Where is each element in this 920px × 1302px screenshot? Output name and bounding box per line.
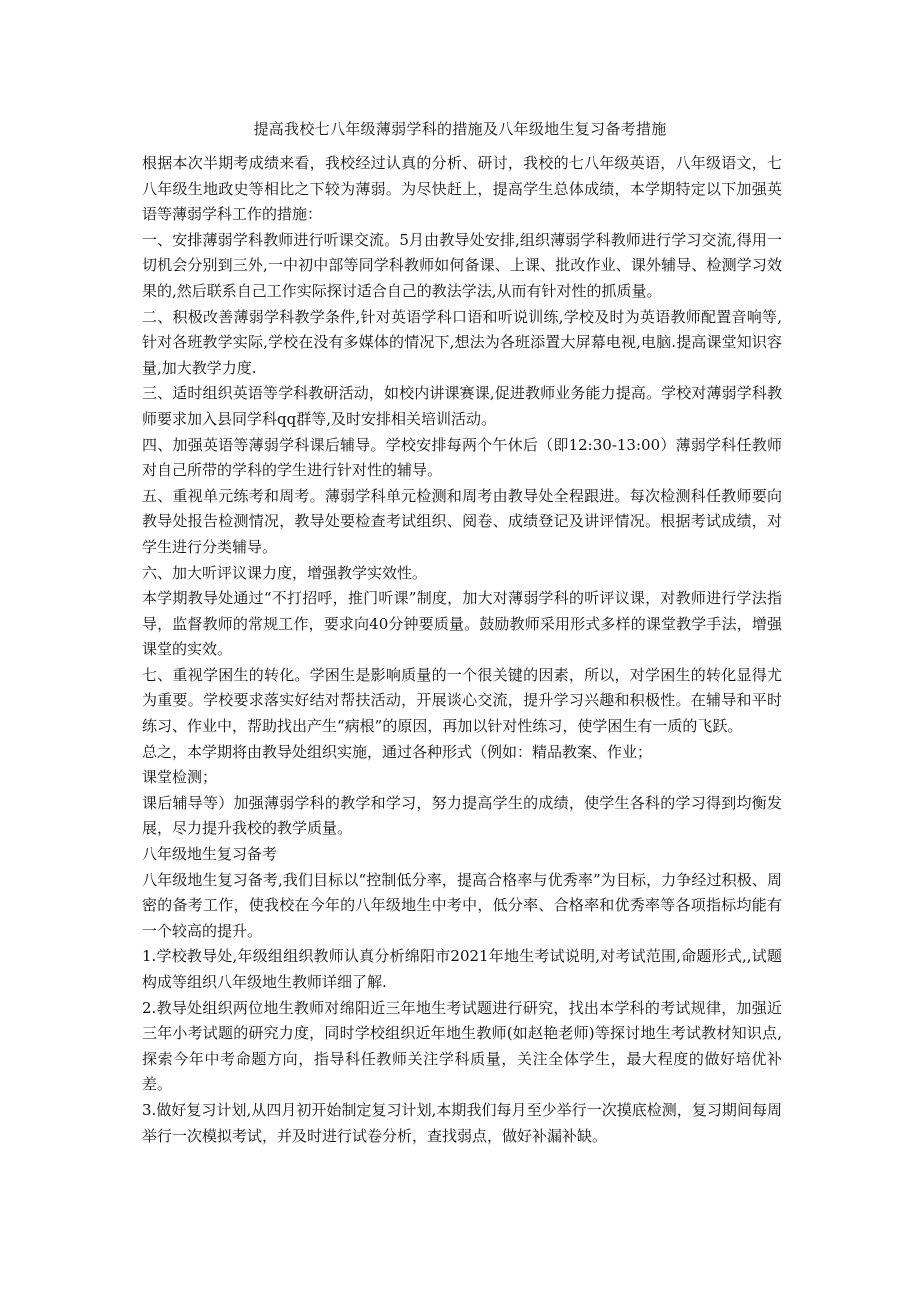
paragraph: 七、重视学困生的转化。学困生是影响质量的一个很关键的因素，所以，对学困生的转化显得尤为重要。学校要求落实好结对帮扶活动，开展谈心交流，提升学习兴趣和积极性。在辅导和平时练习、作业中，帮助找出产生“病根”的原因，再加以针对性练习，使学困生有一质的飞跃。 [142,665,782,736]
document-body [142,151,782,1149]
paragraph: 根据本次半期考成绩来看，我校经过认真的分析、研讨，我校的七八年级英语，八年级语文，七八年级生地政史等相比之下较为薄弱。为尽快赶上，提高学生总体成绩，本学期特定以下加强英语等薄弱学科工作的措施： [142,154,782,224]
paragraph: 五、重视单元练考和周考。薄弱学科单元检测和周考由教导处全程跟进。每次检测科任教师要向教导处报告检测情况，教导处要检查考试组织、阅卷、成绩登记及讲评情况。根据考试成绩，对学生进行分类辅导。 [142,486,782,556]
paragraph: 八年级地生复习备考,我们目标以“控制低分率，提高合格率与优秀率”为目标，力争经过积极、周密的备考工作，使我校在今年的八年级地生中考中，低分率、合格率和优秀率等各项指标均能有一个较高的提升。 [142,870,782,940]
paragraph: 总之，本学期将由教导处组织实施，通过各种形式（例如：精品教案、作业； [142,742,653,761]
section-heading: 八年级地生复习备考 [142,845,278,864]
paragraph: 三、适时组织英语等学科教研活动，如校内讲课赛课,促进教师业务能力提高。学校对薄弱学科教师要求加入县同学科qq群等,及时安排相关培训活动。 [142,384,782,428]
paragraph: 一、安排薄弱学科教师进行听课交流。5月由教导处安排,组织薄弱学科教师进行学习交流,得用一切机会分别到三外,一中初中部等同学科教师如何备课、上课、批改作业、课外辅导、检测学习效果的,然后联系自己工作实际探讨适合自己的教法学法,从而有针对性的抓质量。 [142,230,782,300]
list-item: 1.学校教导处,年级组组织教师认真分析绵阳市2021年地生考试说明,对考试范围,命题形式,,试题构成等组织八年级地生教师详细了解. [142,947,782,991]
paragraph: 课后辅导等）加强薄弱学科的教学和学习，努力提高学生的成绩，使学生各科的学习得到均衡发展，尽力提升我校的教学质量。 [142,793,782,838]
list-item: 2.教导处组织两位地生教师对绵阳近三年地生考试题进行研究，找出本学科的考试规律，加强近三年小考试题的研究力度，同时学校组织近年地生教师(如赵艳老师)等探讨地生考试教材知识点,探索今年中考命题方向，指导科任教师关注学科质量，关注全体学生，最大程度的做好培优补差。 [142,998,782,1094]
paragraph: 本学期教导处通过“不打招呼，推门听课”制度，加大对薄弱学科的听评议课，对教师进行学法指导，监督教师的常规工作，要求向40分钟要质量。鼓励教师采用形式多样的课堂教学手法，增强课堂的实效。 [142,589,782,659]
paragraph: 四、加强英语等薄弱学科课后辅导。学校安排每两个午休后（即12:30-13:00）薄弱学科任教师对自己所带的学科的学生进行针对性的辅导。 [142,435,782,480]
paragraph: 二、积极改善薄弱学科教学条件,针对英语学科口语和听说训练,学校及时为英语教师配置音响等,针对各班教学实际,学校在没有多媒体的情况下,想法为各班添置大屏幕电视,电脑.提高课堂知识容量,加大教学力度. [142,307,782,377]
paragraph: 六、加大听评议课力度，增强教学实效性。 [142,563,428,582]
list-item: 3.做好复习计划,从四月初开始制定复习计划,本期我们每月至少举行一次摸底检测，复习期间每周举行一次模拟考试，并及时进行试卷分析，查找弱点，做好补漏补缺。 [142,1100,782,1145]
document-title: 提高我校七八年级薄弱学科的措施及八年级地生复习备考措施 [253,120,667,138]
paragraph: 课堂检测； [142,768,218,787]
